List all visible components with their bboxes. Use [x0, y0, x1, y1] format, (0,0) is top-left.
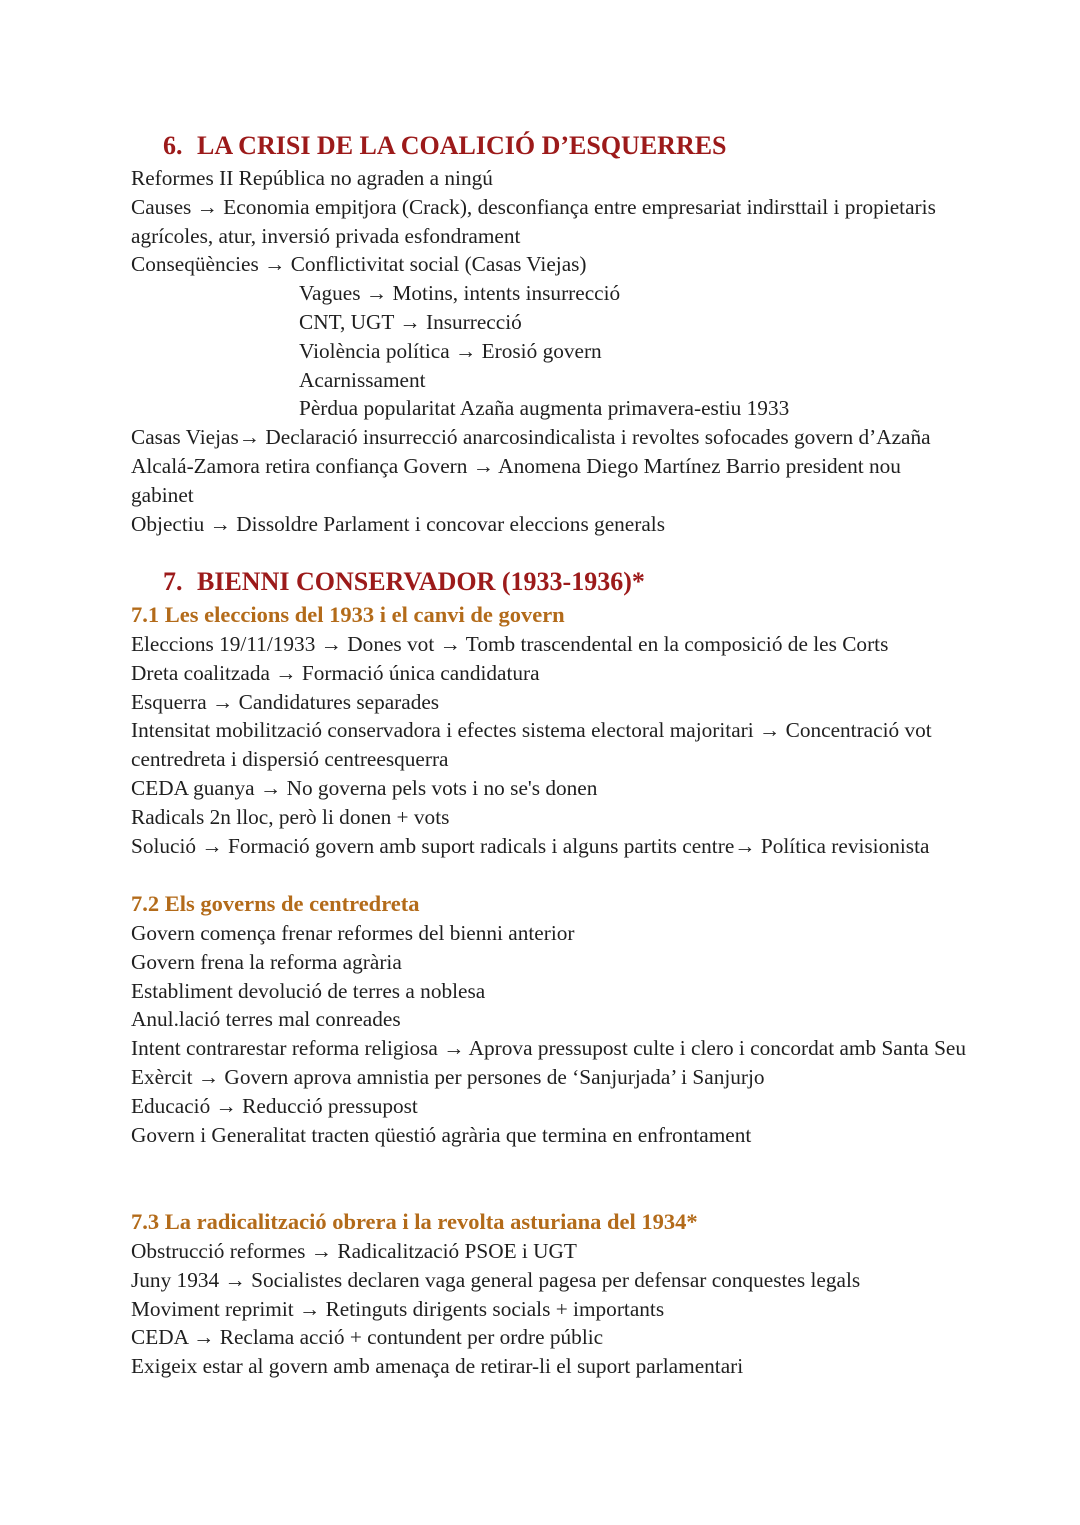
subsection-line: Govern i Generalitat tracten qüestió agrària que termina en enfrontament: [131, 1122, 752, 1147]
subsection-7-1-body: [131, 630, 971, 860]
subsection-line: Eleccions 19/11/1933 → Dones vot → Tomb trascendental en la composició de les Corts: [131, 632, 889, 656]
section-6-line: Alcalá-Zamora retira confiança Govern → Anomena Diego Martínez Barrio president nou gabinet: [131, 453, 901, 507]
subsection-line: Esquerra → Candidatures separades: [131, 689, 440, 714]
section-6-line: Objectiu → Dissoldre Parlament i concovar eleccions generals: [131, 511, 666, 536]
section-6-body: [131, 164, 971, 538]
section-6-number: 6.: [163, 131, 183, 160]
subsection-line: Intent contrarestar reforma religiosa → Aprova pressupost culte i clero i concordat amb Santa Seu: [131, 1036, 967, 1061]
section-6-line: Conseqüències → Conflictivitat social (Casas Viejas): [131, 252, 587, 277]
section-6-line: Causes → Economia empitjora (Crack), desconfiança entre empresariat indirsttail i propietaris agrícoles, atur, inversió privada esfondrament: [131, 194, 936, 248]
subsection-line: CEDA → Reclama acció + contundent per ordre públic: [131, 1325, 604, 1350]
consequence-item: Vagues → Motins, intents insurrecció: [299, 281, 621, 306]
subsection-line: Exigeix estar al govern amb amenaça de retirar-li el suport parlamentari: [131, 1354, 744, 1379]
subsection-7-2-body: [131, 919, 971, 1149]
section-6-heading: [131, 130, 1003, 162]
subsection-line: Solució → Formació govern amb suport radicals i alguns partits centre→ Política revisionista: [131, 833, 930, 858]
consequence-item: Pèrdua popularitat Azaña augmenta primavera-estiu 1933: [299, 396, 790, 421]
consequence-item: Violència política → Erosió govern: [299, 338, 602, 363]
subsection-line: Exèrcit → Govern aprova amnistia per persones de ‘Sanjurjada’ i Sanjurjo: [131, 1064, 765, 1089]
subsection-line: Anul.lació terres mal conreades: [131, 1007, 401, 1032]
subsection-line: Moviment reprimit → Retinguts dirigents socials + importants: [131, 1296, 665, 1321]
section-7-heading: [131, 566, 1003, 598]
consequence-item: CNT, UGT → Insurrecció: [299, 309, 522, 334]
section-7-number: 7.: [163, 567, 183, 596]
subsection-line: Intensitat mobilització conservadora i efectes sistema electoral majoritari → Concentració vot centredreta i dispersió centreesquerra: [131, 718, 932, 772]
subsection-line: CEDA guanya → No governa pels vots i no se's donen: [131, 775, 598, 800]
consequence-item: Acarnissament: [299, 367, 426, 392]
subsection-line: Juny 1934 → Socialistes declaren vaga general pagesa per defensar conquestes legals: [131, 1267, 861, 1292]
subsection-line: Establiment devolució de terres a noblesa: [131, 978, 486, 1003]
subsection-line: Radicals 2n lloc, però li donen + vots: [131, 804, 450, 829]
subsection-7-3-title: 7.3 La radicalització obrera i la revolta asturiana del 1934*: [131, 1209, 698, 1234]
subsection-7-1-title: 7.1 Les eleccions del 1933 i el canvi de govern: [131, 602, 565, 627]
section-6-title: LA CRISI DE LA COALICIÓ D’ESQUERRES: [197, 131, 727, 160]
section-6-line: Casas Viejas→ Declaració insurrecció anarcosindicalista i revoltes sofocades govern d’Azaña: [131, 425, 931, 450]
subsection-7-3-body: [131, 1237, 971, 1381]
subsection-line: Govern comença frenar reformes del bienni anterior: [131, 921, 575, 945]
subsection-line: Educació → Reducció pressupost: [131, 1093, 418, 1118]
subsection-line: Dreta coalitzada → Formació única candidatura: [131, 660, 540, 685]
subsection-7-2-title: 7.2 Els governs de centredreta: [131, 891, 420, 916]
subsection-line: Obstrucció reformes → Radicalització PSOE i UGT: [131, 1239, 577, 1263]
section-7-title: BIENNI CONSERVADOR (1933-1936)*: [197, 567, 645, 596]
subsection-line: Govern frena la reforma agrària: [131, 949, 402, 974]
section-6-line: Reformes II República no agraden a ningú: [131, 166, 493, 190]
